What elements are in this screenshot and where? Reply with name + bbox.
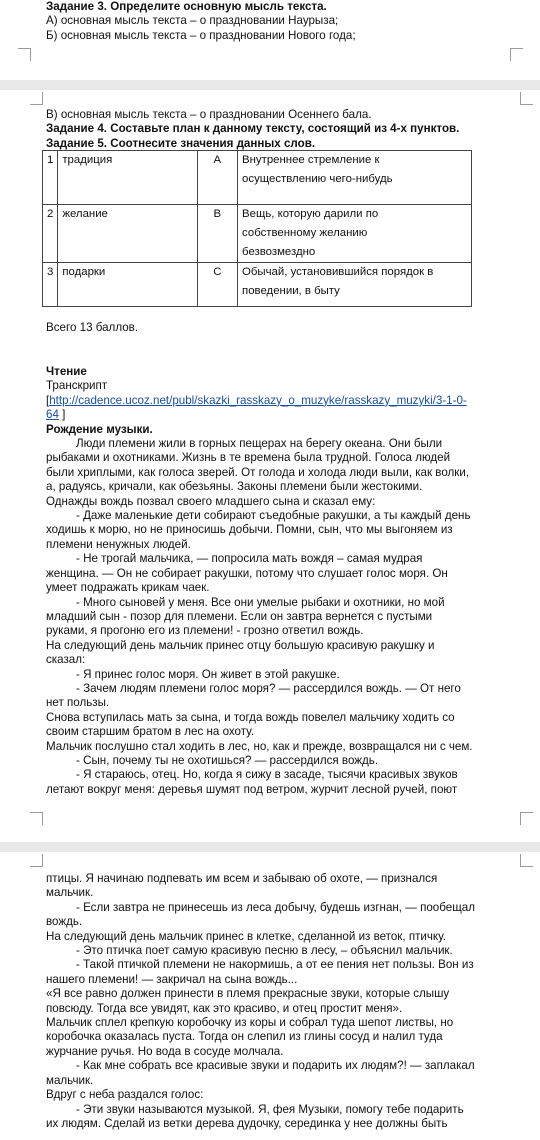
story-line: Однажды вождь позвал своего младшего сына и сказал ему: <box>46 494 376 508</box>
word-cell: традиция <box>58 151 197 205</box>
definition-line: осуществлению чего-нибудь <box>242 173 393 185</box>
story-line: младший сын - позор для племени. Если он завтра вернется с пустыми <box>46 609 433 623</box>
story-line: племени ненужных людей. <box>46 537 191 551</box>
definition-cell <box>238 205 472 263</box>
row-number: 3 <box>43 263 58 307</box>
story-line: коробочка оказалась пуста. Тогда он слепил из глины сосуд и налил туда <box>46 1030 443 1044</box>
story-line: летают вокруг меня: деревья шумят под ветром, журчит лесной ручей, поют <box>46 782 458 796</box>
definition-line: Внутреннее стремление к <box>242 154 380 166</box>
bracket-close: ] <box>58 408 66 422</box>
definition-line: собственному желанию <box>242 227 368 239</box>
story-line: женщина. — Он не собирает ракушки, потому что слушает голос моря. Он <box>46 566 448 580</box>
letter-cell: В <box>197 205 237 263</box>
story-line: - Такой птичкой племени не накормишь, а от ее пения нет пользы. Вон из <box>76 958 474 972</box>
page-3-content <box>46 872 522 1131</box>
letter-cell: С <box>197 263 237 307</box>
reading-section <box>46 365 522 797</box>
story-line: журчание ручья. Но вода в сосуде молчала. <box>46 1044 284 1058</box>
story-line: - Как мне собрать все красивые звуки и подарить их людям?! — заплакал <box>76 1059 475 1073</box>
table-row <box>43 205 472 263</box>
story-line: птицы. Я начинаю подпевать им всем и забываю об охоте, — признался <box>46 872 438 885</box>
document-page-2 <box>0 90 540 842</box>
option-b: Б) основная мысль текста – о праздновании Нового года; <box>46 28 356 42</box>
row-number: 2 <box>43 205 58 263</box>
story-line: Вдруг с неба раздался голос: <box>46 1088 204 1102</box>
story-line: рыбаками и охотниками. Жизнь в те времена была трудной. Голоса людей <box>46 451 451 465</box>
page-corner-mark <box>510 48 523 61</box>
source-link-line <box>46 408 522 422</box>
story-line: вождь. <box>46 915 83 929</box>
bracket-open: [ <box>46 393 50 407</box>
page-corner-mark <box>30 854 43 867</box>
row-number: 1 <box>43 151 58 205</box>
story-line: мальчик. <box>46 886 94 900</box>
page-1-content <box>46 0 522 43</box>
option-a: А) основная мысль текста – о праздновании Наурыза; <box>46 14 339 28</box>
table-row <box>43 151 472 205</box>
story-line: своим старшим братом в лес на охоту. <box>46 725 255 739</box>
task4-title: Задание 4. Составьте план к данному тексту, состоящий из 4-х пунктов. <box>46 122 460 136</box>
matching-table <box>42 150 472 307</box>
story-line: нашего племени! — закричал на сына вождь... <box>46 972 298 986</box>
story-line: мальчик. <box>46 1073 94 1087</box>
story-line: - Не трогай мальчика, — попросила мать вождя – самая мудрая <box>76 552 423 566</box>
page-corner-mark <box>520 854 533 867</box>
source-link-line <box>46 394 522 408</box>
story-line: нет пользы. <box>46 696 110 710</box>
page-2-content <box>46 108 522 149</box>
document-page-1 <box>0 0 540 80</box>
story-line: сказал: <box>46 653 86 667</box>
story-line: умеет подражать крикам чаек. <box>46 581 210 595</box>
story-line: - Сын, почему ты не охотишься? — рассердился вождь. <box>76 753 379 767</box>
story-line: их людям. Сделай из ветки дерева дудочку, серединка у нее должны быть <box>46 1116 448 1130</box>
page-corner-mark <box>30 812 43 825</box>
table-row <box>43 263 472 307</box>
story-line: «Я все равно должен принести в племя прекрасные звуки, которые слышу <box>46 987 450 1001</box>
story-line: руками, я прогоню его из племени! - грозно ответил вождь. <box>46 624 364 638</box>
story-line: - Даже маленькие дети собирают съедобные ракушки, а ты каждый день <box>76 509 471 523</box>
story-line: Снова вступилась мать за сына, и тогда вождь повелел мальчику ходить со <box>46 710 455 724</box>
story-line: Мальчик сплел крепкую коробочку из коры и собрал туда шепот листвы, но <box>46 1016 454 1030</box>
definition-cell <box>238 263 472 307</box>
page-corner-mark <box>30 92 43 105</box>
page-corner-mark <box>520 812 533 825</box>
definition-line: безвозмездно <box>242 246 316 258</box>
page-corner-mark <box>18 48 31 61</box>
story-line: Люди племени жили в горных пещерах на берегу океана. Они были <box>76 437 443 451</box>
document-page-3 <box>0 852 540 1140</box>
story-line: На следующий день мальчик принес в клетке, сделанной из веток, птичку. <box>46 929 446 943</box>
total-score-block <box>46 321 522 335</box>
definition-line: поведении, в быту <box>242 285 340 297</box>
story-line: ходишь к морю, но не приносишь добычи. Помни, сын, что мы выгоняем из <box>46 523 453 537</box>
transcript-label: Транскрипт <box>46 379 108 393</box>
task3-title: Задание 3. Определите основную мысль текста. <box>46 0 327 13</box>
option-c: В) основная мысль текста – о праздновании Осеннего бала. <box>46 108 372 121</box>
definition-line: Обычай, установившийся порядок в <box>242 266 434 278</box>
total-score: Всего 13 баллов. <box>46 321 139 334</box>
story-line: Мальчик послушно стал ходить в лес, но, как и прежде, возвращался ни с чем. <box>46 739 473 753</box>
story-line: - Я стараюсь, отец. Но, когда я сижу в засаде, тысячи красивых звуков <box>76 768 458 782</box>
story-line: а, радуясь, кричали, как обезьяны. Законы племени были жестокими. <box>46 480 423 494</box>
word-cell: желание <box>58 205 197 263</box>
story-line: На следующий день мальчик принес отцу большую красивую ракушку и <box>46 638 435 652</box>
source-link-cont[interactable]: 64 <box>46 408 59 422</box>
task5-title: Задание 5. Соотнесите значения данных слов. <box>46 136 316 150</box>
story-line: - Много сыновей у меня. Все они умелые рыбаки и охотники, но мой <box>76 595 445 609</box>
definition-line: Вещь, которую дарили по <box>242 208 379 220</box>
reading-title: Чтение <box>46 365 87 378</box>
page-corner-mark <box>520 92 533 105</box>
story-line: повсюду. Тогда все увидят, как это красиво, и отец простит меня». <box>46 1001 403 1015</box>
story-line: были хриплыми, как голоса зверей. От голода и холода люди выли, как волки, <box>46 465 470 479</box>
story-line: - Зачем людям племени голос моря? — рассердился вождь. — От него <box>76 681 461 695</box>
definition-cell <box>238 151 472 205</box>
matching-table-wrap <box>42 150 472 307</box>
story-line: - Эти звуки называются музыкой. Я, фея Музыки, помогу тебе подарить <box>76 1102 464 1116</box>
story-title: Рождение музыки. <box>46 422 153 436</box>
story-line: - Если завтра не принесешь из леса добычу, будешь изгнан, — пообещал <box>76 900 475 914</box>
letter-cell: А <box>197 151 237 205</box>
source-link[interactable]: http://cadence.ucoz.net/publ/skazki_rasskazy_o_muzyke/rasskazy_muzyki/3-1-0- <box>49 393 467 407</box>
story-line: - Я принес голос моря. Он живет в этой ракушке. <box>76 667 340 681</box>
story-line: - Это птичка поет самую красивую песню в лесу, – объяснил мальчик. <box>76 944 453 958</box>
word-cell: подарки <box>58 263 197 307</box>
